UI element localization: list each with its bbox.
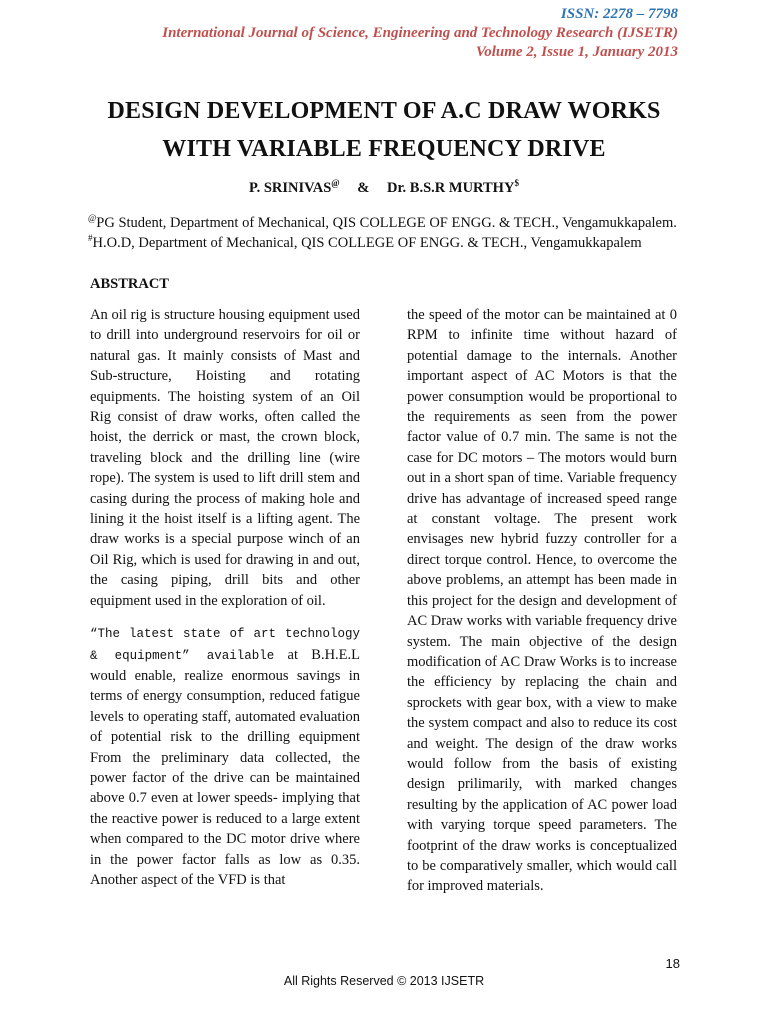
journal-header (58, 24, 678, 62)
abstract-heading: ABSTRACT (90, 276, 169, 292)
abstract-paragraph-2 (90, 623, 360, 890)
affiliation-2-mark: # (88, 233, 93, 243)
author-2: Dr. B.S.R MURTHY (386, 179, 515, 196)
affiliation-1-mark: @ (88, 213, 97, 223)
author-2-mark: $ (514, 178, 519, 188)
abstract-column-1 (90, 305, 360, 890)
title-line-2: WITH VARIABLE FREQUENCY DRIVE (162, 136, 606, 162)
abstract-paragraph-3: the speed of the motor can be maintained at 0 RPM to infinite time without hazard of potential damage to the internals. Another important aspect of AC Motors is that the power consumption would be proportional to the requirements as seen from the power factor value of 0.7 min. The same is not the case for DC motors – The motors would burn out in a short span of time. Variable frequency drive has advantage of increased speed range at constant voltage. The present work envisages new hybrid fuzzy controller for a direct torque control. Hence, to overcome the above problems, an attempt has been made in this project for the design and development of AC Draw works with variable frequency drive system. The main objective of the design modification of AC Draw Works is to increase the efficiency by replacing the chain and sprockets with gear box, with a view to make the system compact and also to reduce its cost and weight. The design of the draw works would follow from the basis of existing design prilimarily, with marked changes resulting by the application of AC power load with varying torque speed parameters. The footprint of the draw works is conceptualized to be comparatively smaller, which would call for improved materials. (407, 307, 677, 895)
page-number: 18 (665, 956, 680, 971)
abstract-column-2 (407, 305, 677, 897)
journal-name: International Journal of Science, Engineering and Technology Research (IJSETR) (162, 25, 678, 41)
abstract-paragraph-2-text: at B.H.E.L would enable, realize enormous savings in terms of energy consumption, reduced fatigue levels to operating staff, automated evaluation of potential risk to the drilling equipment From the preliminary data collected, the power factor of the drive can be maintained above 0.7 even at lower speeds- implying that the reactive power is reduced to a large extent when compared to the DC motor drive where in the power factor falls as low as 0.35. Another aspect of the VFD is that (90, 646, 361, 888)
affiliation-2 (88, 228, 728, 253)
quoted-phrase: “The latest state of art technology & equipment” available (90, 627, 360, 663)
affiliation-1-text: PG Student, Department of Mechanical, QIS COLLEGE OF ENGG. & TECH., Vengamukkapalem. (96, 214, 677, 231)
abstract-paragraph-1: An oil rig is structure housing equipment used to drill into underground reservoirs for oil or natural gas. It mainly consists of Mast and Sub-structure, Hoisting and rotating equipments. The hoisting system of an Oil Rig consist of draw works, often called the hoist, the derrick or mast, the crown block, traveling block and the drilling line (wire rope). The system is used to lift drill stem and casing during the process of making hole and lining it the hoist itself is a lifting agent. The draw works is a special purpose winch of an Oil Rig, which is used for drawing in and out, the casing piping, drill bits and other equipment used in the exploration of oil. (90, 307, 360, 609)
author-separator: & (357, 179, 370, 196)
affiliation-2-text: H.O.D, Department of Mechanical, QIS COLLEGE OF ENGG. & TECH., Vengamukkapalem (92, 234, 642, 251)
paper-title (40, 92, 728, 168)
copyright-footer: All Rights Reserved © 2013 IJSETR (283, 974, 485, 988)
author-1: P. SRINIVAS (249, 179, 332, 196)
author-1-mark: @ (331, 178, 340, 188)
journal-volume: Volume 2, Issue 1, January 2013 (475, 44, 678, 60)
issn: ISSN: 2278 – 7798 (560, 6, 678, 22)
authors (0, 178, 768, 197)
title-line-1: DESIGN DEVELOPMENT OF A.C DRAW WORKS (107, 98, 661, 124)
